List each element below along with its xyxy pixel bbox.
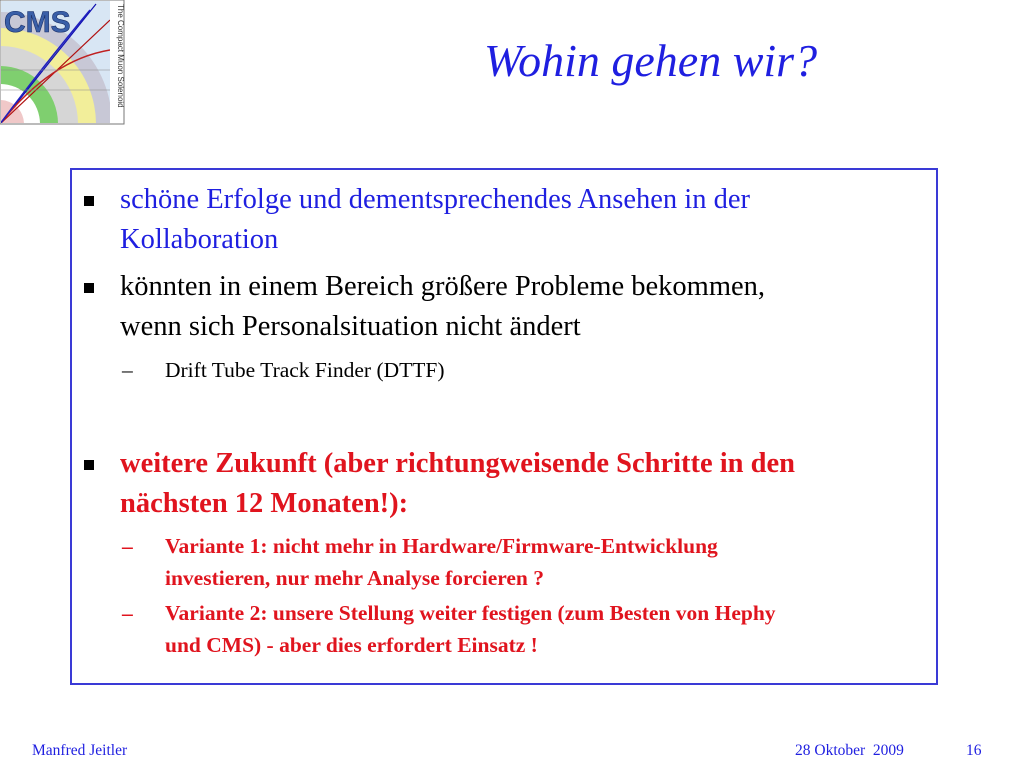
logo-subtitle: The Compact Muon Solenoid bbox=[116, 4, 125, 108]
sub-bullet-line: Variante 2: unsere Stellung weiter festigen (zum Besten von Hephy bbox=[165, 601, 776, 625]
bullet-item bbox=[84, 444, 934, 524]
bullet-item bbox=[84, 267, 934, 347]
sub-bullet-line: Variante 1: nicht mehr in Hardware/Firmware-Entwicklung bbox=[165, 534, 718, 558]
bullet-line: schöne Erfolge und dementsprechendes Ansehen in der bbox=[120, 184, 750, 215]
bullet-line: wenn sich Personalsituation nicht ändert bbox=[120, 311, 581, 342]
footer-page-number: 16 bbox=[966, 742, 982, 759]
square-bullet-icon bbox=[84, 460, 94, 470]
dash-bullet: – bbox=[122, 534, 133, 558]
slide-title: Wohin gehen wir? bbox=[484, 35, 818, 86]
sub-bullet-line: investieren, nur mehr Analyse forcieren ? bbox=[165, 566, 545, 590]
footer-date: 28 Oktober 2009 bbox=[795, 742, 904, 759]
square-bullet-icon bbox=[84, 196, 94, 206]
cms-logo bbox=[0, 0, 124, 124]
bullet-line: nächsten 12 Monaten!): bbox=[120, 488, 409, 519]
bullet-line: könnten in einem Bereich größere Probleme bekommen, bbox=[120, 271, 766, 302]
sub-bullet-item bbox=[122, 530, 934, 594]
sub-bullet-line: und CMS) - aber dies erfordert Einsatz ! bbox=[165, 633, 538, 657]
content-box bbox=[70, 168, 938, 685]
sub-bullet-item bbox=[122, 597, 934, 661]
sub-bullet-line: Drift Tube Track Finder (DTTF) bbox=[165, 358, 445, 382]
bullet-item bbox=[84, 180, 934, 260]
bullet-line: Kollaboration bbox=[120, 224, 279, 255]
bullet-line: weitere Zukunft (aber richtungweisende Schritte in den bbox=[120, 448, 796, 479]
sub-bullet-item bbox=[122, 354, 934, 386]
logo-text: CMS bbox=[4, 6, 71, 39]
dash-bullet: – bbox=[122, 358, 133, 382]
footer-author: Manfred Jeitler bbox=[32, 742, 128, 759]
dash-bullet: – bbox=[122, 601, 133, 625]
square-bullet-icon bbox=[84, 283, 94, 293]
